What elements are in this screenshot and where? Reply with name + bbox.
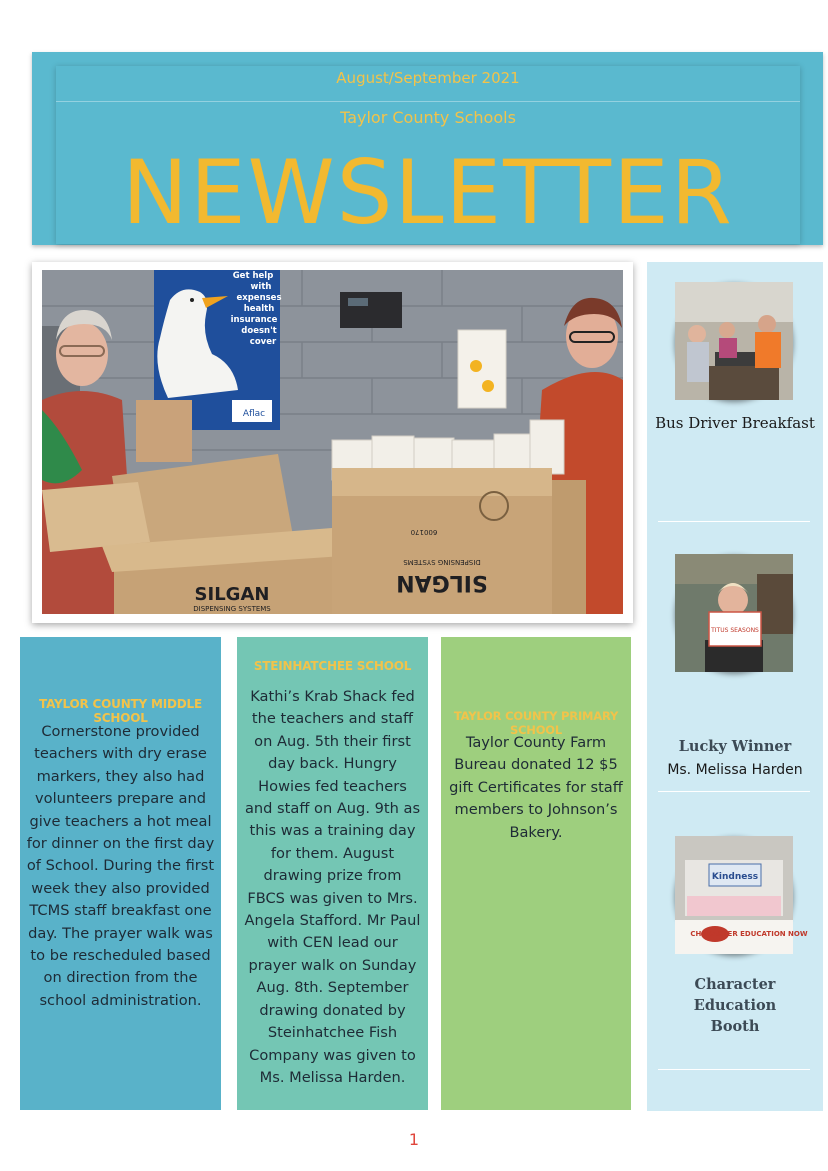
svg-text:insurance: insurance [230, 315, 278, 325]
steinhatchee-school-body: Kathi’s Krab Shack fed the teachers and staff on Aug. 5th their first day back. Hungry Howies fed teachers and staff on Aug. 9th as this was a training day for them. August drawing prize from FBCS was given to Mrs. Angela Stafford. Mr Paul with CEN lead our prayer walk on Sunday Aug. 8th. September drawing donated by Steinhatchee Fish Company was given to Ms. Melissa Harden. [244, 688, 421, 1086]
steinhatchee-school-column [237, 637, 428, 1110]
svg-text:expenses: expenses [236, 293, 282, 303]
booth-kindness-text: Kindness [711, 872, 759, 882]
bus-driver-breakfast-illustration [675, 282, 793, 400]
character-education-caption: Character Education Booth [693, 976, 777, 1035]
masthead [32, 52, 823, 245]
box-number: 600170 [410, 528, 438, 536]
character-education-booth-illustration [675, 836, 808, 954]
lucky-winner-photo [675, 554, 793, 672]
primary-school-body: Taylor County Farm Bureau donated 12 $5 gift Certificates for staff members to Johnson’s Bakery. [449, 734, 623, 841]
svg-text:health: health [243, 304, 275, 314]
main-photo-frame [32, 262, 633, 623]
steinhatchee-school-heading: STEINHATCHEE SCHOOL [253, 659, 412, 673]
middle-school-body: Cornerstone provided teachers with dry erase markers, they also had volunteers prepare and give teachers a hot meal for dinner on the first day of School. During the first week they also provided TCMS staff breakfast one day. The prayer walk was to be rescheduled based on direction from the school administration. [26, 723, 215, 1009]
main-photo [42, 270, 623, 614]
character-education-booth-photo [675, 836, 808, 954]
sidebar-divider-3 [658, 1069, 810, 1070]
booth-banner-text: CHARACTER EDUCATION NOW [690, 930, 808, 938]
svg-text:cover: cover [249, 337, 277, 347]
svg-text:with: with [250, 282, 272, 292]
sidebar-divider-2 [658, 791, 810, 792]
box-brand-text: SILGAN [396, 570, 488, 595]
middle-school-column [20, 637, 221, 1110]
box-subtext: DISPENSING SYSTEMS [403, 558, 481, 566]
middle-school-heading: TAYLOR COUNTY MIDDLE SCHOOL [39, 697, 202, 725]
box-subtext-2: DISPENSING SYSTEMS [193, 605, 271, 613]
lucky-winner-heading: Lucky Winner [678, 738, 792, 755]
organization-name: Taylor County Schools [340, 108, 516, 127]
lucky-winner-illustration [675, 554, 793, 672]
sidebar-divider-1 [658, 521, 810, 522]
bus-driver-breakfast-caption: Bus Driver Breakfast [655, 414, 815, 432]
lucky-winner-photo-text: TITUS SEASONS [711, 627, 759, 634]
main-photo-illustration [42, 270, 623, 614]
masthead-panel [56, 66, 800, 244]
sidebar [647, 262, 823, 1111]
svg-text:doesn't: doesn't [241, 326, 277, 336]
page-number: 1 [408, 1130, 420, 1149]
newsletter-title: NEWSLETTER [122, 141, 734, 244]
bus-driver-breakfast-photo [675, 282, 793, 400]
primary-school-column [441, 637, 631, 1110]
lucky-winner-name: Ms. Melissa Harden [667, 762, 803, 778]
box-brand-text-2: SILGAN [194, 584, 270, 605]
issue-date: August/September 2021 [56, 66, 800, 102]
primary-school-heading: TAYLOR COUNTY PRIMARY SCHOOL [453, 709, 619, 737]
svg-text:Get help: Get help [232, 271, 274, 281]
poster-brand: Aflac [242, 409, 266, 419]
